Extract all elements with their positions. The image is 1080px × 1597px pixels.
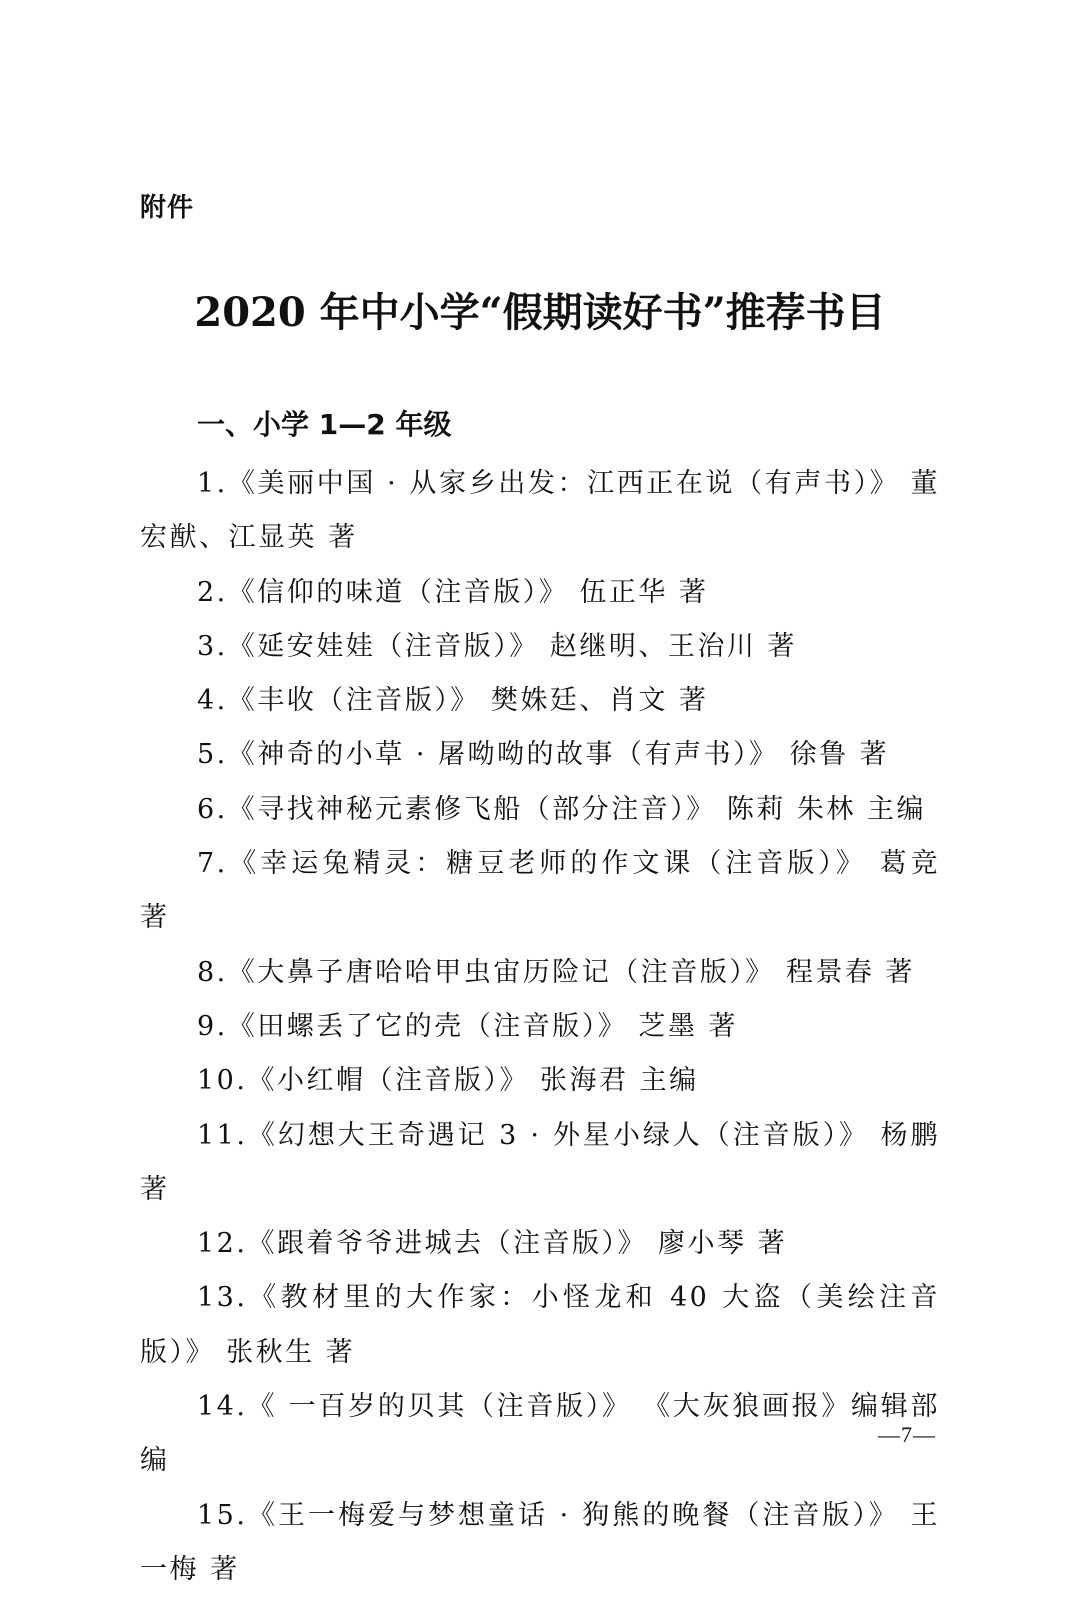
book-item: 6.《寻找神秘元素修飞船（部分注音）》 陈莉 朱林 主编 bbox=[197, 793, 927, 825]
book-item: 8.《大鼻子唐哈哈甲虫宙历险记（注音版）》 程景春 著 bbox=[197, 956, 915, 988]
book-list bbox=[140, 457, 940, 1597]
section-heading: 一、小学 1—2 年级 bbox=[197, 408, 452, 441]
book-item: 14.《 一百岁的贝其（注音版）》 《大灰狼画报》编辑部 编 bbox=[140, 1391, 940, 1477]
book-item: 9.《田螺丢了它的壳（注音版）》 芝墨 著 bbox=[197, 1010, 738, 1042]
book-item: 7.《幸运兔精灵：糖豆老师的作文课（注音版）》 葛竞 著 bbox=[140, 848, 940, 934]
page-number: —7— bbox=[878, 1422, 936, 1447]
book-item: 15.《王一梅爱与梦想童话 · 狗熊的晚餐（注音版）》 王一梅 著 bbox=[140, 1499, 940, 1585]
book-item: 4.《丰收（注音版）》 樊姝廷、肖文 著 bbox=[197, 685, 709, 717]
book-item: 3.《延安娃娃（注音版）》 赵继明、王治川 著 bbox=[197, 630, 797, 662]
document-title: 2020 年中小学“假期读好书”推荐书目 bbox=[194, 289, 886, 336]
book-item: 1.《美丽中国 · 从家乡出发：江西正在说（有声书）》 董宏猷、江显英 著 bbox=[140, 468, 940, 554]
book-item: 11.《幻想大王奇遇记 3 · 外星小绿人（注音版）》 杨鹏 著 bbox=[140, 1119, 940, 1205]
book-item: 12.《跟着爷爷进城去（注音版）》 廖小琴 著 bbox=[197, 1228, 788, 1260]
book-item: 5.《神奇的小草 · 屠呦呦的故事（有声书）》 徐鲁 著 bbox=[197, 739, 890, 771]
book-item: 10.《小红帽（注音版）》 张海君 主编 bbox=[197, 1065, 699, 1097]
book-item: 13.《教材里的大作家：小怪龙和 40 大盗（美绘注音版）》 张秋生 著 bbox=[140, 1282, 940, 1368]
book-item: 2.《信仰的味道（注音版）》 伍正华 著 bbox=[197, 576, 709, 608]
attachment-label: 附件 bbox=[140, 193, 195, 223]
